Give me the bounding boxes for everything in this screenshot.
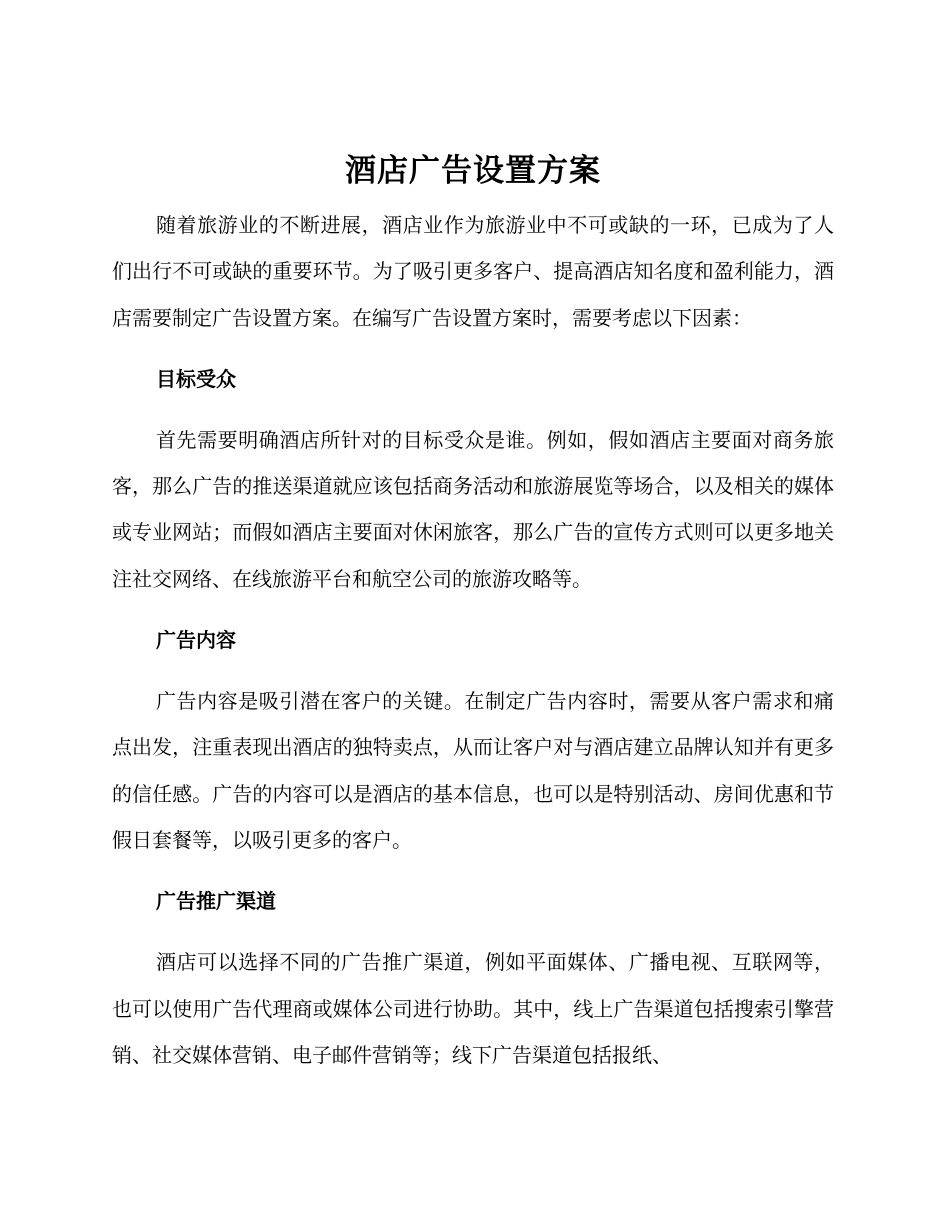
document-title: 酒店广告设置方案 bbox=[345, 153, 601, 189]
section-ad-channels bbox=[112, 881, 834, 1078]
section-ad-content bbox=[112, 620, 834, 863]
section-body: 首先需要明确酒店所针对的目标受众是谁。例如，假如酒店主要面对商务旅客，那么广告的推送渠道就应该包括商务活动和旅游展览等场合，以及相关的媒体或专业网站；而假如酒店主要面对休闲旅客，那么广告的宣传方式则可以更多地关注社交网络、在线旅游平台和航空公司的旅游攻略等。 bbox=[112, 427, 834, 591]
section-heading: 广告推广渠道 bbox=[156, 889, 276, 914]
section-body: 广告内容是吸引潜在客户的关键。在制定广告内容时，需要从客户需求和痛点出发，注重表现出酒店的独特卖点，从而让客户对与酒店建立品牌认知并有更多的信任感。广告的内容可以是酒店的基本信息，也可以是特别活动、房间优惠和节假日套餐等，以吸引更多的客户。 bbox=[112, 689, 834, 852]
section-heading: 目标受众 bbox=[156, 366, 236, 391]
section-heading: 广告内容 bbox=[156, 628, 236, 653]
section-target-audience bbox=[112, 359, 834, 602]
intro-paragraph: 随着旅游业的不断进展，酒店业作为旅游业中不可或缺的一环，已成为了人们出行不可或缺的重要环节。为了吸引更多客户、提高酒店知名度和盈利能力，酒店需要制定广告设置方案。在编写广告设置方案时，需要考虑以下因素： bbox=[112, 213, 834, 330]
section-body: 酒店可以选择不同的广告推广渠道，例如平面媒体、广播电视、互联网等，也可以使用广告代理商或媒体公司进行协助。其中，线上广告渠道包括搜索引擎营销、社交媒体营销、电子邮件营销等；线下广告渠道包括报纸、 bbox=[112, 950, 834, 1067]
